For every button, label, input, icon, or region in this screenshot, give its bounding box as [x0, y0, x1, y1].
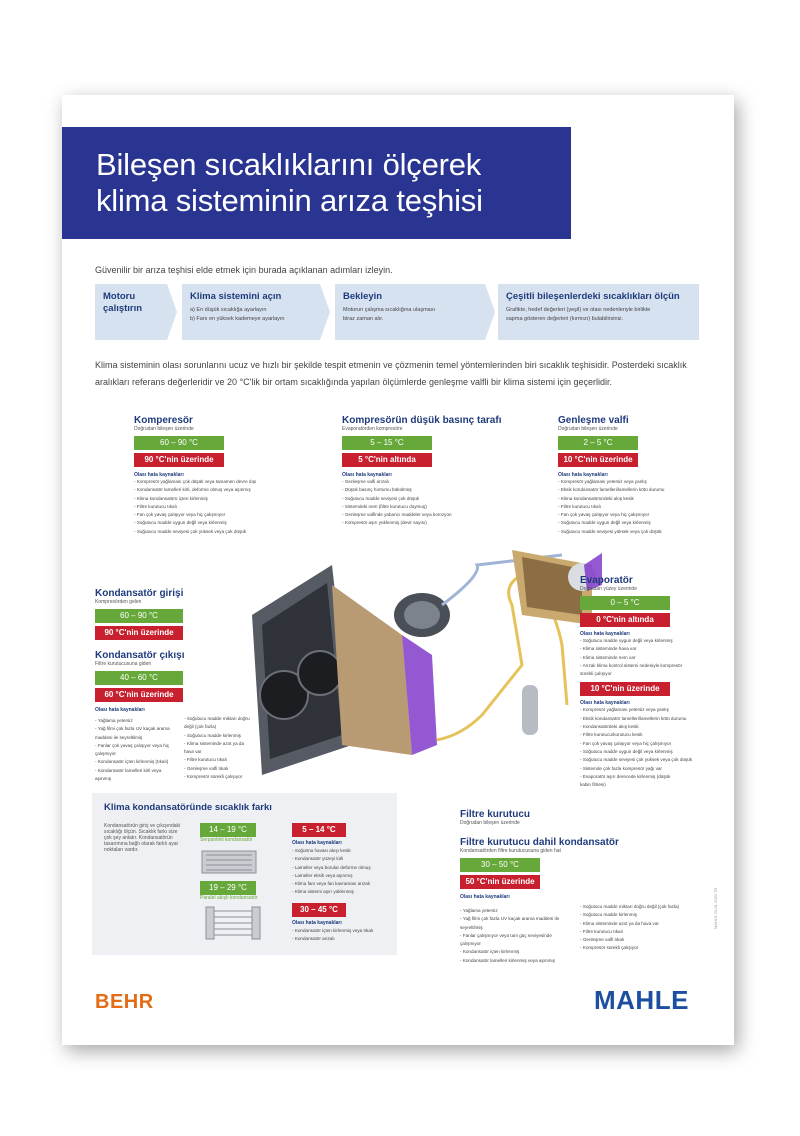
- step-3: [335, 284, 485, 340]
- diff-cause: - Lameller veya borular deforme olmuş: [292, 864, 371, 872]
- kompresor-green: 60 – 90 °C: [134, 436, 224, 450]
- diff-causes-1: [292, 847, 371, 897]
- filtre-dahil-cause: - Fanlar çalışmıyor veya tam güç seviyesinde çalışmıyor: [460, 932, 564, 949]
- evaporator-cause: - Filtre kurutucu/kurutucu kesik: [580, 731, 670, 739]
- kompresor-sub: Doğrudan bileşen üzerinde: [134, 426, 194, 432]
- cikisi-cause: - Kompresör sürekli çalışıyor: [184, 773, 250, 781]
- title-line-1: Bileşen sıcaklıklarını ölçerek: [96, 147, 482, 182]
- diff-cause: - Klima sistemi aşırı yüklenmiş: [292, 888, 371, 896]
- genlesme-cause: - Klima kondansatöründeki akış kesik: [558, 495, 638, 503]
- step-2-line-2: b) Fanı en yüksek kademeye ayarlayın: [190, 316, 285, 322]
- diff-text-line: Kondansatörün giriş ve çıkışındaki: [104, 823, 181, 829]
- dusuk-red: 5 °C'nin altında: [342, 453, 432, 467]
- dusuk-cause: - Genleşme valfinde yabancı maddeler veya korozyon: [342, 511, 432, 519]
- genlesme-cause: - Soğutucu madde seviyesi yüksek veya çok düşük: [558, 528, 638, 536]
- cikisi-cause: - Soğutucu madde kirlenmiş: [184, 732, 250, 740]
- dusuk-causes-heading: Olası hata kaynakları: [342, 472, 392, 478]
- diff-causes-2: [292, 927, 373, 944]
- kondansator-cikisi-causes-right: [184, 715, 250, 781]
- genlesme-cause: - Fan çok yavaş çalışıyor veya hiç çalışmıyor: [558, 511, 638, 519]
- diff-green-1: 14 – 19 °C: [200, 823, 256, 837]
- evaporator-cause: - Arızalı klima kontrol sistemi nedeniyle kompresör sürekli çalışıyor: [580, 662, 690, 679]
- kompresor-cause: - Kompresör yağlaması çok düşük veya tamamen devre dışı: [134, 478, 224, 486]
- diff-text: [104, 823, 184, 853]
- evaporator-cause: - Klima sisteminde hava var: [580, 645, 670, 653]
- step-4-line-2: sapma gösteren değerleri (kırmızı) bulabilirsiniz.: [506, 316, 624, 322]
- kondansator-cikisi-red: 60 °C'nin üzerinde: [95, 688, 183, 702]
- genlesme-block: [558, 415, 665, 536]
- genlesme-causes-heading: Olası hata kaynakları: [558, 472, 608, 478]
- step-3-title: Bekleyin: [343, 291, 383, 302]
- step-1: [95, 284, 167, 340]
- diff-cause: - Lameller eksik veya aşınmış: [292, 872, 371, 880]
- dusuk-cause: - Soğutucu madde seviyesi çok düşük: [342, 495, 432, 503]
- kondansator-cikisi-sub: Filtre kurutucusuna giden: [95, 661, 152, 667]
- kondansator-girisi-block: [95, 588, 183, 640]
- kompresor-cause: - Soğutucu madde seviyesi çok yüksek veya çok düşük: [134, 528, 224, 536]
- kompresor-red: 90 °C'nin üzerinde: [134, 453, 224, 467]
- filtre-dahil-cause: - Soğutucu madde kirlenmiş: [580, 911, 700, 919]
- diff-causes-heading-2: Olası hata kaynakları: [292, 920, 342, 926]
- filtre-dahil-cause: - Genleşme valfi tıkalı: [580, 936, 700, 944]
- diff-text-line: sıcaklığı ölçün. Sıcaklık farkı size: [104, 829, 178, 835]
- cikisi-cause: - Yağlama yetersiz: [95, 717, 175, 725]
- kompresor-block: [134, 415, 257, 536]
- cikisi-cause: - Kondansatör içten kirlenmiş (tıkalı): [95, 758, 175, 766]
- ac-system-illustration: [222, 545, 602, 785]
- kompresor-causes-heading: Olası hata kaynakları: [134, 472, 184, 478]
- evaporator-cause: - Soğutucu madde uygun değil veya kirlenmiş: [580, 637, 670, 645]
- diff-green-1-label: Serpantinli kondansatör: [200, 837, 253, 843]
- evaporator-cause: - Fan çok yavaş çalışıyor veya hiç çalışmıyor: [580, 740, 670, 748]
- filtre-dahil-cause: - Yağlama yetersiz: [460, 907, 564, 915]
- dusuk-cause: - Kompresör aşırı yüklenmiş (devir sayısı): [342, 519, 432, 527]
- evaporator-cause: - Soğutucu madde seviyesi çok yüksek veya çok düşük: [580, 756, 670, 764]
- filtre-dahil-red: 50 °C'nin üzerinde: [460, 875, 540, 889]
- filtre-dahil-cause: - Filtre kurutucu tıkalı: [580, 928, 700, 936]
- genlesme-title: Genleşme valfi: [558, 415, 629, 426]
- filtre-title: Filtre kurutucu: [460, 809, 531, 820]
- poster: [62, 95, 734, 1045]
- kondansator-girisi-title: Kondansatör girişi: [95, 588, 184, 599]
- genlesme-cause: - Kompresör yağlaması yetersiz veya yanlış: [558, 478, 638, 486]
- cikisi-cause: - Soğutucu madde miktarı doğru değil (çok fazla): [184, 715, 250, 732]
- filtre-dahil-cause: - Kondansatör içten kirlenmiş: [460, 948, 564, 956]
- behr-logo: BEHR: [95, 991, 154, 1013]
- evaporator-cause: - Evaporatör aşırı derecede kirlenmiş (düşük kabin filtresi): [580, 773, 680, 790]
- filtre-dahil-cause: - Klima sisteminde azot ya da hava var: [580, 920, 700, 928]
- diff-causes-heading: Olası hata kaynakları: [292, 840, 342, 846]
- evaporator-cause: - Sistemde çok fazla kompresör yağı var: [580, 765, 670, 773]
- kompresor-cause: - Klima kondansatörü içten kirlenmiş: [134, 495, 224, 503]
- evaporator-red-2: 10 °C'nin üzerinde: [580, 682, 670, 696]
- genlesme-red: 10 °C'nin üzerinde: [558, 453, 638, 467]
- diff-text-line: tasarımına bağlı olarak farklı ayar: [104, 841, 179, 847]
- step-4: [498, 284, 699, 340]
- dusuk-cause: - Genleşme valfi arızalı: [342, 478, 432, 486]
- evaporator-causes-heading: Olası hata kaynakları: [580, 631, 630, 637]
- step-2-title: Klima sistemini açın: [190, 291, 282, 302]
- cikisi-cause: - Fanlar çok yavaş çalışıyor veya hiç çalışmıyor: [95, 742, 175, 759]
- filtre-dahil-green: 30 – 50 °C: [460, 858, 540, 872]
- filtre-dahil-causes-heading: Olası hata kaynakları: [460, 894, 510, 900]
- diff-text-line: noktaları vardır.: [104, 847, 139, 853]
- kompresor-cause: - Kondansatör lamelleri kirli, deforme olmuş veya aşınmış: [134, 486, 224, 494]
- filtre-dahil-causes-left: [460, 907, 564, 965]
- genlesme-cause: - Soğutucu madde uygun değil veya kirlenmiş: [558, 519, 638, 527]
- genlesme-green: 2 – 5 °C: [558, 436, 638, 450]
- cikisi-cause: - Filtre kurutucu tıkalı: [184, 756, 250, 764]
- dusuk-green: 5 – 15 °C: [342, 436, 432, 450]
- diff-cause: - Kondansatör yüzeyi kirli: [292, 855, 371, 863]
- dusuk-cause: - Sistemdeki nem (filtre kurutucu doymuş): [342, 503, 432, 511]
- kondansator-girisi-green: 60 – 90 °C: [95, 609, 183, 623]
- step-arrow: [167, 284, 177, 340]
- step-4-line-1: Grafikte, hedef değerleri (yeşil) ve olası nedenleriyle birlikte: [506, 307, 651, 313]
- diff-text-line: çok şey anlatır. Kondansatörün: [104, 835, 173, 841]
- step-3-line-2: biraz zaman alır.: [343, 316, 384, 322]
- dusuk-sub: Evaporatörden kompresöre: [342, 426, 403, 432]
- diff-cause: - Soğutma havası akışı kesik: [292, 847, 371, 855]
- print-code: MAHLE 20.01.2020 TR: [713, 887, 718, 929]
- filtre-sub: Doğrudan bileşen üzerinde: [460, 820, 520, 826]
- kondansator-cikisi-title: Kondansatör çıkışı: [95, 650, 185, 661]
- evaporator-cause: - Kondansatördeki akış kesik: [580, 723, 670, 731]
- dusuk-title: Kompresörün düşük basınç tarafı: [342, 415, 502, 426]
- step-4-title: Çeşitli bileşenlerdeki sıcaklıkları ölçün: [506, 291, 680, 302]
- step-2: [182, 284, 320, 340]
- filtre-kurutucu-block: [460, 809, 580, 826]
- genlesme-cause: - Eksik kondansatör lamelleri/lamellerin kötü durumu: [558, 486, 638, 494]
- dusuk-cause: - Düşük basınç hortumu bükülmüş: [342, 486, 432, 494]
- genlesme-sub: Doğrudan bileşen üzerinde: [558, 426, 618, 432]
- kondansator-cikisi-causes-heading: Olası hata kaynakları: [95, 707, 145, 713]
- evaporator-sub: Doğrudan yüzey üzerinde: [580, 586, 637, 592]
- filtre-dahil-sub: Kondansatörden filtre kurutucusuna giden hat: [460, 848, 561, 854]
- kompresor-cause: - Fan çok yavaş çalışıyor veya hiç çalışmıyor: [134, 511, 224, 519]
- diff-cause: - Kondansatör arızalı: [292, 935, 373, 943]
- evaporator-cause: - Soğutucu madde uygun değil veya kirlenmiş: [580, 748, 670, 756]
- kompresor-cause: - Soğutucu madde uygun değil veya kirlenmiş: [134, 519, 224, 527]
- cikisi-cause: - Kondansatör lamelleri kirli veya aşınmış: [95, 767, 175, 784]
- kondansator-cikisi-causes-left: [95, 717, 175, 783]
- diff-red-1: 5 – 14 °C: [292, 823, 346, 837]
- evaporator-red-1: 0 °C'nin altında: [580, 613, 670, 627]
- title-banner: [62, 127, 571, 239]
- evaporator-block: [580, 575, 693, 789]
- step-1-title: Motoru çalıştırın: [103, 291, 143, 314]
- filtre-dahil-block: [460, 837, 619, 900]
- intro-text: Güvenilir bir arıza teşhisi elde etmek için burada açıklanan adımları izleyin.: [95, 265, 393, 275]
- kondansator-girisi-red: 90 °C'nin üzerinde: [95, 626, 183, 640]
- filtre-dahil-cause: - Yağ filmi çok fazla UV kaçak arama maddesi ile seyreltilmiş: [460, 915, 564, 932]
- description-paragraph: Klima sisteminin olası sorunlarını ucuz ve hızlı bir şekilde tespit etmenin ve çözmenin temel yöntemlerinden biri sıcaklık teşhisidir. Posterdeki sıcaklık aralıkları referans değerleridir ve 20 °C'lik bir ortam sıcaklığında yapılan ölçümlerde genleşme valfli bir klima sistemi için geçerlidir.: [95, 360, 687, 387]
- mahle-logo: MAHLE: [594, 985, 689, 1015]
- diff-cause: - Klima fanı veya fan kavraması arızalı: [292, 880, 371, 888]
- filtre-dahil-cause: - Kondansatör lamelleri kirlenmiş veya aşınmış: [460, 957, 564, 965]
- step-arrow: [320, 284, 330, 340]
- kompresor-cause: - Filtre kurutucu tıkalı: [134, 503, 224, 511]
- genlesme-cause: - Filtre kurutucu tıkalı: [558, 503, 638, 511]
- kondansator-girisi-sub: Kompresörden gelen: [95, 599, 142, 605]
- filtre-dahil-title: Filtre kurutucu dahil kondansatör: [460, 837, 619, 848]
- diff-cause: - Kondansatör içten kirlenmiş veya tıkalı: [292, 927, 373, 935]
- diff-green-2-label: Paralel akışlı kondansatör: [200, 895, 258, 901]
- step-arrow: [485, 284, 495, 340]
- kondansator-cikisi-block: [95, 650, 183, 713]
- filtre-dahil-causes-right: [580, 903, 700, 953]
- cikisi-cause: - Klima sisteminde azot ya da hava var: [184, 740, 250, 757]
- filtre-dahil-cause: - Soğutucu madde miktarı doğru değil (çok fazla): [580, 903, 700, 911]
- diff-red-2: 30 – 45 °C: [292, 903, 346, 917]
- cikisi-cause: - Yağ filmi çok fazla UV kaçak arama maddesi ile seyreltilmiş: [95, 725, 175, 742]
- evaporator-cause: - Kompresör yağlaması yetersiz veya yanlış: [580, 706, 670, 714]
- evaporator-title: Evaporatör: [580, 575, 633, 586]
- step-2-line-1: a) En düşük sıcaklığa ayarlayın: [190, 307, 267, 313]
- parallel-flow-condenser-image: [204, 905, 264, 941]
- evaporator-cause: - Eksik kondansatör lamelleri/lamellerin kötü durumu: [580, 715, 670, 723]
- diff-green-2: 19 – 29 °C: [200, 881, 256, 895]
- title-line-2: klima sisteminin arıza teşhisi: [96, 183, 483, 218]
- temperature-difference-box: [92, 793, 397, 955]
- step-3-line-1: Motorun çalışma sıcaklığına ulaşması: [343, 307, 436, 313]
- filtre-dahil-cause: - Kompresör sürekli çalışıyor: [580, 944, 700, 952]
- dusuk-basinc-block: [342, 415, 502, 528]
- diff-title: Klima kondansatöründe sıcaklık farkı: [104, 802, 272, 813]
- evaporator-green: 0 – 5 °C: [580, 596, 670, 610]
- kompresor-title: Komperesör: [134, 415, 193, 426]
- evaporator-causes-heading-2: Olası hata kaynakları: [580, 700, 630, 707]
- evaporator-cause: - Klima sisteminde nem var: [580, 654, 670, 662]
- cikisi-cause: - Genleşme valfi tıkalı: [184, 765, 250, 773]
- kondansator-cikisi-green: 40 – 60 °C: [95, 671, 183, 685]
- serpentine-condenser-image: [200, 847, 260, 877]
